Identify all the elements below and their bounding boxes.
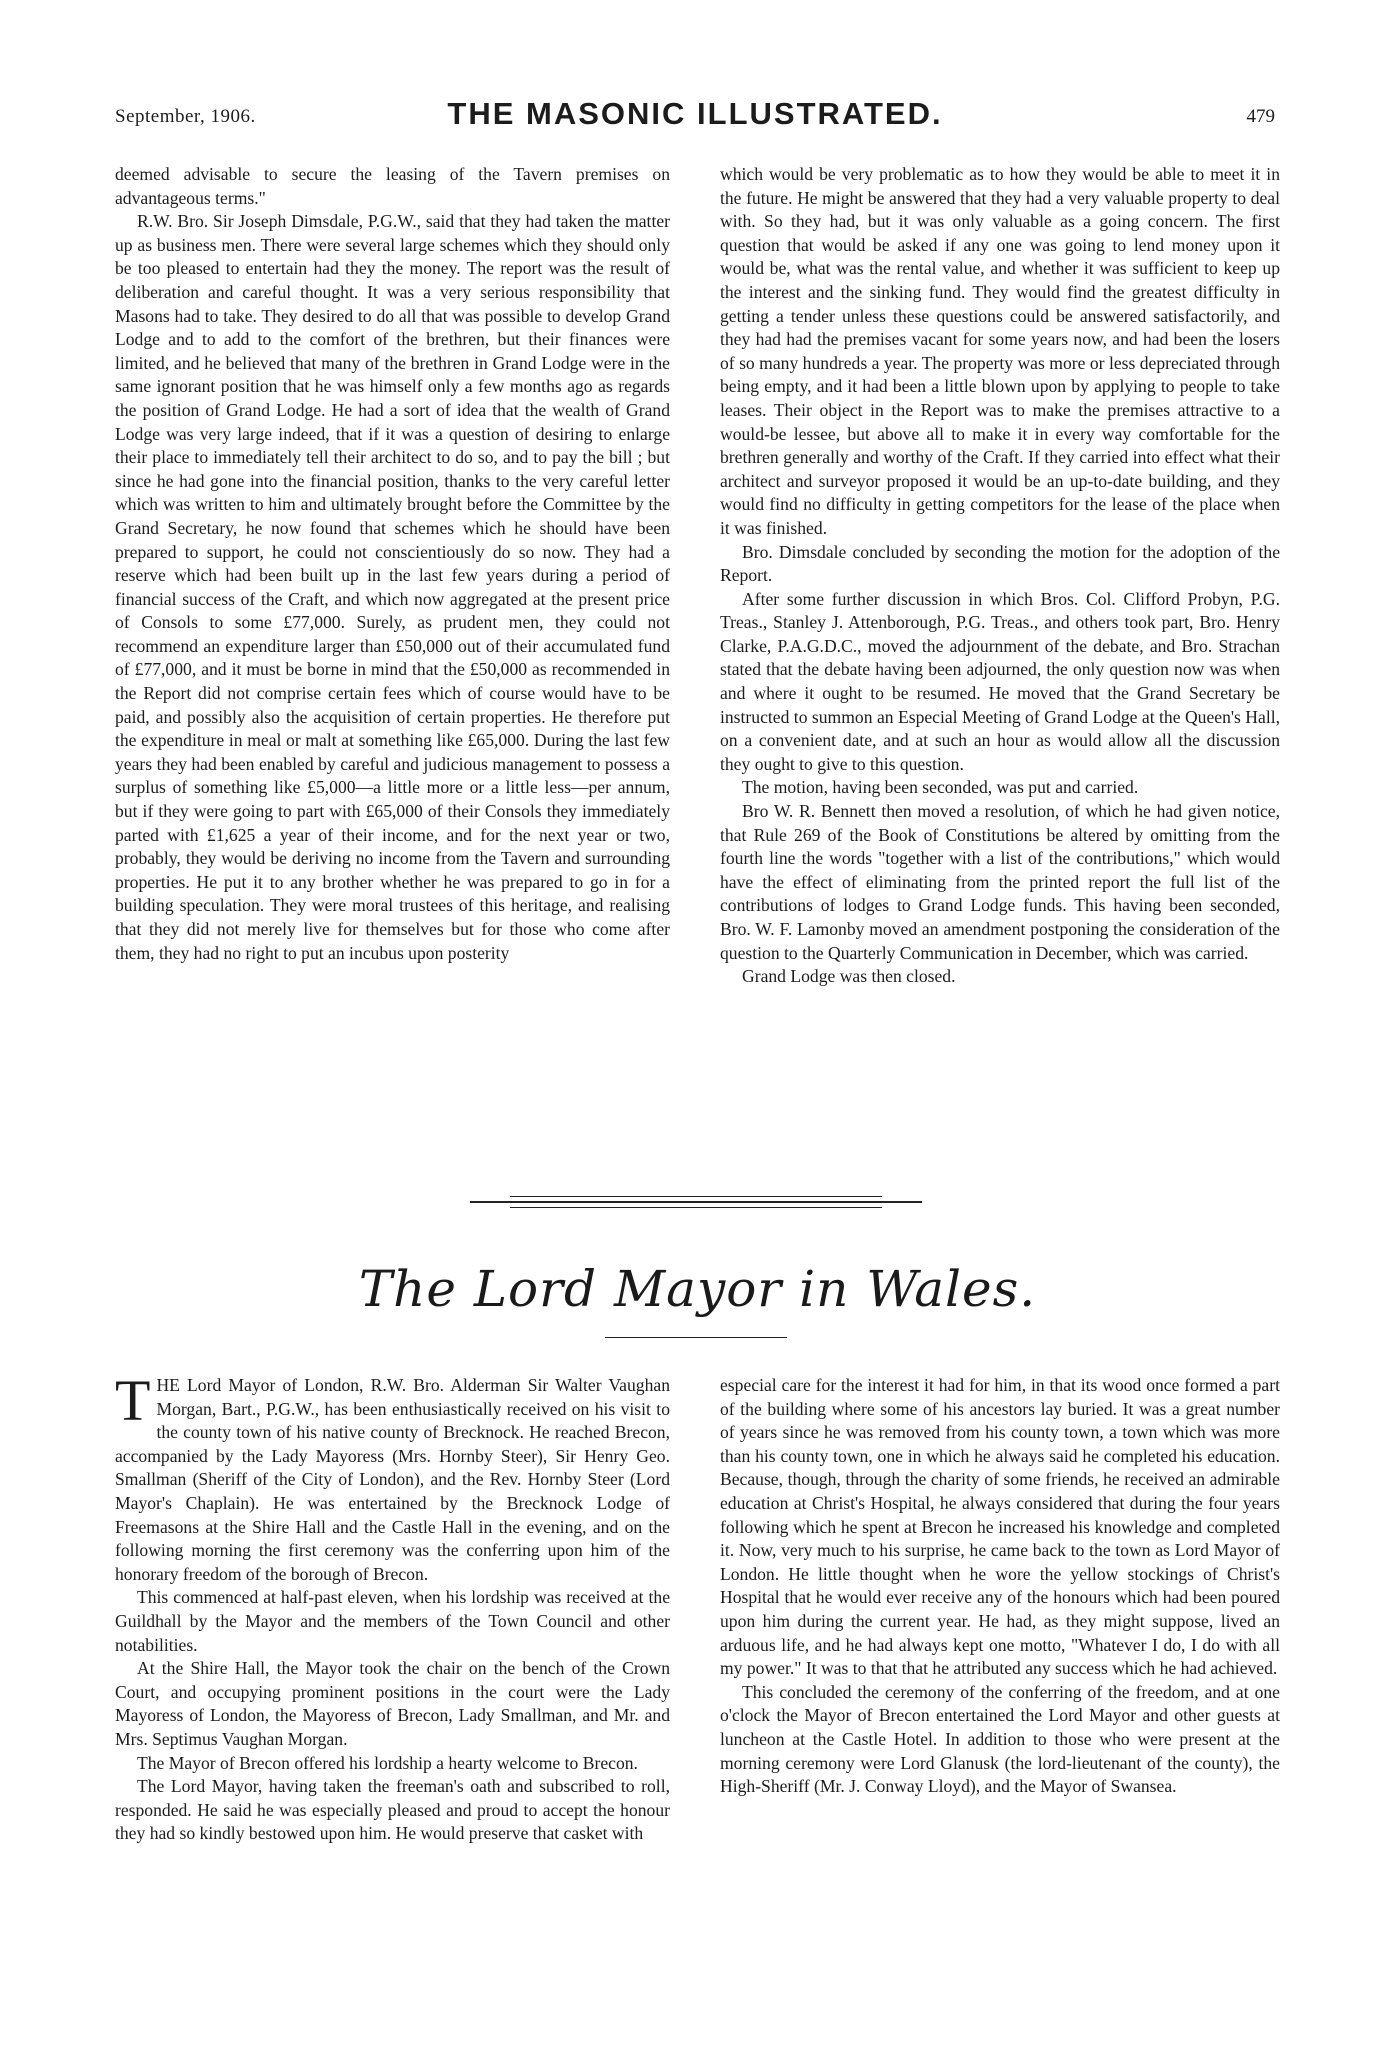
article-title: The Lord Mayor in Wales. <box>358 1260 1037 1318</box>
section-divider <box>510 1196 882 1197</box>
page-number: 479 <box>1246 106 1275 127</box>
page-header <box>115 96 1275 136</box>
article-column-left <box>115 1368 670 1846</box>
paragraph: After some further discussion in which Bros. Col. Clifford Probyn, P.G. Treas., Stanley J. Attenborough, P.G. Treas., and others took part, Bro. Henry Clarke, P.A.G.D.C., moved the adjournment of the debate, and Bro. Strachan stated that the debate having been adjourned, the only question now was when and where it ought to be resumed. He moved that the Grand Secretary be instructed to summon an Especial Meeting of Grand Lodge at the Queen's Hall, on a convenient date, and at such an hour as would allow all the discussion they ought to give to this question. <box>720 588 1280 774</box>
paragraph: especial care for the interest it had for him, in that its wood once formed a part of the building where some of his ancestors lay buried. It was a great number of years since he was removed from his county town, a town which was more than his county town, one in which he always said he completed his education. Because, though, through the charity of some friends, he received an admirable education at Christ's Hospital, he always considered that during the four years following which he spent at Brecon he increased his knowledge and completed it. Now, very much to his surprise, he came back to the town as Lord Mayor of London. He little thought when he wore the yellow stockings of Christ's Hospital that he would ever receive any of the honours which had been poured upon him during the current year. He had, as they might suppose, lived an arduous life, and he had always kept one motto, "Whatever I do, I do with all my power." It was to that that he attributed any success which he had achieved. <box>720 1375 1280 1679</box>
paragraph: Bro W. R. Bennett then moved a resolution, of which he had given notice, that Rule 269 of the Book of Constitutions be altered by omitting from the fourth line the words "together with a list of the contributions," which would have the effect of eliminating from the printed report the full list of the contributions of lodges to Grand Lodge funds. This having been seconded, Bro. W. F. Lamonby moved an amendment postponing the consideration of the question to the Quarterly Communication in December, which was carried. <box>720 801 1280 963</box>
grand-lodge-column-right <box>720 163 1280 989</box>
paragraph: The Lord Mayor, having taken the freeman's oath and subscribed to roll, responded. He said he was especially pleased and proud to accept the honour they had so kindly bestowed upon him. He would preserve that casket with <box>115 1776 670 1844</box>
issue-date: September, 1906. <box>115 106 256 127</box>
paragraph: At the Shire Hall, the Mayor took the chair on the bench of the Crown Court, and occupying prominent positions in the court were the Lady Mayoress of London, the Mayoress of Brecon, Lady Smallman, and Mr. and Mrs. Septimus Vaughan Morgan. <box>115 1658 670 1749</box>
lead-text: HE Lord Mayor of London, R.W. Bro. Alderman Sir Walter Vaughan Morgan, Bart., P.G.W., has been enthusiastically received on his visit to the county town of his native county of Brecknock. He reached Brecon, accompanied by the Lady Mayoress (Mrs. Hornby Steer), Sir Henry Geo. Smallman (Sheriff of the City of London), and the Rev. Hornby Steer (Lord Mayor's Chaplain). He was entertained by the Brecknock Lodge of Freemasons at the Shire Hall and the Castle Hall in the evening, and on the following morning the first ceremony was the conferring upon him of the honorary freedom of the borough of Brecon. <box>115 1375 670 1584</box>
grand-lodge-column-left <box>115 163 670 965</box>
title-rule <box>605 1337 787 1338</box>
paragraph: R.W. Bro. Sir Joseph Dimsdale, P.G.W., said that they had taken the matter up as business men. There were several large schemes which they should only be too pleased to entertain had they the money. The report was the result of deliberation and careful thought. It was a very serious responsibility that Masons had to take. They desired to do all that was possible to develop Grand Lodge and to add to the comfort of the brethren, but their finances were limited, and he believed that many of the brethren in Grand Lodge were in the same ignorant position that he was himself only a few months ago as regards the position of Grand Lodge. He had a sort of idea that the wealth of Grand Lodge was very large indeed, that if it was a question of desiring to enlarge their place to immediately tell their architect to do so, and to pay the bill ; but since he had gone into the financial position, thanks to the very careful letter which was written to him and ultimately brought before the Committee by the Grand Secretary, he now found that schemes which he should have been prepared to support, he could not conscientiously do so now. They had a reserve which had been built up in the last few years during a period of financial success of the Craft, and which now aggregated at the present price of Consols to some £77,000. Surely, as prudent men, they could not recommend an expenditure larger than £50,000 out of their accumulated fund of £77,000, and it must be borne in mind that the £50,000 as recommended in the Report did not comprise certain fees which of course would have to be paid, and possibly also the acquisition of certain properties. He therefore put the expenditure in meal or malt at something like £65,000. During the last few years they had been enabled by careful and judicious management to possess a surplus of something like £5,000—a little more or a little less—per annum, but if they were going to part with £65,000 of their Consols they immediately parted with £1,625 a year of their income, and for the next year or two, probably, they would be deriving no income from the Tavern and surrounding properties. He put it to any brother whether he was prepared to go in for a building speculation. They were moral trustees of this heritage, and realising that they did not merely live for themselves but for those who come after them, they had no right to put an incubus upon posterity <box>115 211 670 963</box>
publication-title: THE MASONIC ILLUSTRATED. <box>447 96 943 131</box>
paragraph: This concluded the ceremony of the conferring of the freedom, and at one o'clock the Mayor of Brecon entertained the Lord Mayor and other guests at luncheon at the Castle Hotel. In addition to those who were present at the morning ceremony were Lord Glanusk (the lord-lieutenant of the county), the High-Sheriff (Mr. J. Conway Lloyd), and the Mayor of Swansea. <box>720 1681 1280 1797</box>
drop-cap: T <box>115 1368 151 1433</box>
article-column-right <box>720 1374 1280 1799</box>
paragraph: Bro. Dimsdale concluded by seconding the motion for the adoption of the Report. <box>720 541 1280 586</box>
section-divider <box>510 1207 882 1208</box>
lead-paragraph <box>115 1368 670 1586</box>
paragraph: Grand Lodge was then closed. <box>742 966 956 987</box>
paragraph: which would be very problematic as to how they would be able to meet it in the future. He might be answered that they had a very valuable property to deal with. So they had, but it was only valuable as a going concern. The first question that would be asked if any one was going to lend money upon it would be, what was the rental value, and whether it was sufficient to keep up the interest and the sinking fund. They would find the greatest difficulty in getting a tender unless these questions could be answered satisfactorily, and they had had the premises vacant for some years now, and had been the losers of so many hundreds a year. The property was more or less depreciated through being empty, and it had been a little blown upon by applying to people to take leases. Their object in the Report was to make the premises attractive to a would-be lessee, but above all to make it in every way comfortable for the brethren generally and worthy of the Craft. If they carried into effect what their architect and surveyor proposed it would be an up-to-date building, and they would find no difficulty in getting competitors for the lease of the place when it was finished. <box>720 164 1280 538</box>
paragraph: The motion, having been seconded, was put and carried. <box>742 777 1139 798</box>
paragraph: deemed advisable to secure the leasing of the Tavern premises on advantageous terms." <box>115 164 670 208</box>
section-divider <box>470 1201 922 1203</box>
paragraph: The Mayor of Brecon offered his lordship a hearty welcome to Brecon. <box>137 1752 638 1773</box>
paragraph: This commenced at half-past eleven, when his lordship was received at the Guildhall by the Mayor and the members of the Town Council and other notabilities. <box>115 1587 670 1655</box>
